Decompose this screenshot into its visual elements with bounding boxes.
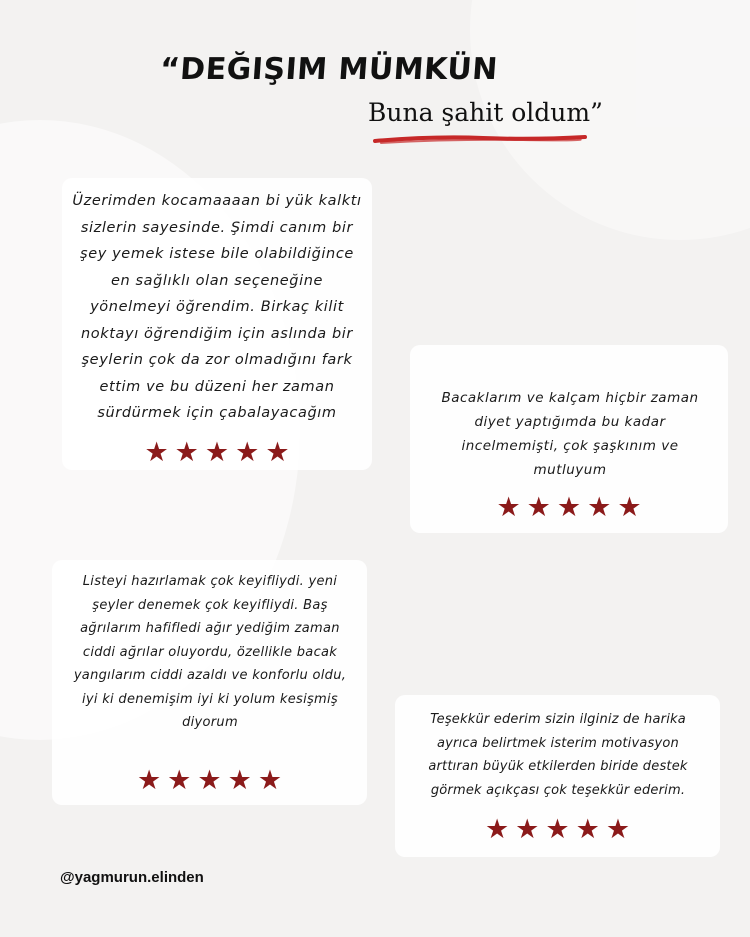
star-icon: ★ [265,437,290,468]
star-icon: ★ [174,437,199,468]
rating-stars [62,439,372,466]
star-icon: ★ [484,814,510,845]
star-icon: ★ [496,492,521,523]
star-icon: ★ [197,765,222,796]
star-icon: ★ [235,437,260,468]
testimonial-text: Üzerimden kocamaaaan bi yük kalktı sizlerin sayesinde. Şimdi canım bir şey yemek istese bile olabildiğince en sağlıklı olan seçeneğine yönelmeyi öğrendim. Birkaç kilit noktayı öğrendiğim için aslında bir şeylerin çok da zor olmadığını fark ettim ve bu düzeni her zaman sürdürmek için çabalayacağım [72,193,362,421]
star-icon: ★ [257,765,283,796]
page-subtitle: Buna şahit oldum” [368,98,603,127]
star-icon: ★ [587,492,612,523]
star-icon: ★ [617,492,642,523]
star-icon: ★ [167,765,192,796]
star-icon: ★ [526,492,551,523]
page-title: “DEĞIŞIM MÜMKÜN [158,52,499,87]
star-icon: ★ [227,765,252,796]
star-icon: ★ [515,814,540,845]
rating-stars [52,767,367,794]
testimonial-text: Teşekkür ederim sizin ilginiz de harika ayrıca belirtmek isterim motivasyon arttıran büyük etkilerden biride destek görmek açıkçası çok teşekkür ederim. [428,712,688,798]
star-icon: ★ [605,814,631,845]
red-underline [373,133,588,145]
star-icon: ★ [136,765,162,796]
star-icon: ★ [545,814,570,845]
star-icon: ★ [556,492,582,523]
star-icon: ★ [144,437,169,468]
instagram-handle: @yagmurun.elinden [60,869,204,886]
rating-stars [410,494,728,521]
testimonial-text: Listeyi hazırlamak çok keyifliydi. yeni şeyler denemek çok keyifliydi. Baş ağrılarım hafifledi ağır yediğim zaman ciddi ağrılar oluyordu, özellikle bacak yangılarım ciddi azaldı ve konforlu oldu, iyi ki denemişim iyi ki yolum kesişmiş diyorum [73,574,347,730]
rating-stars [395,816,720,843]
star-icon: ★ [204,437,230,468]
testimonial-text: Bacaklarım ve kalçam hiçbir zaman diyet yaptığımda bu kadar incelmemişti, çok şaşkınım ve mutluyum [441,390,699,478]
star-icon: ★ [575,814,600,845]
